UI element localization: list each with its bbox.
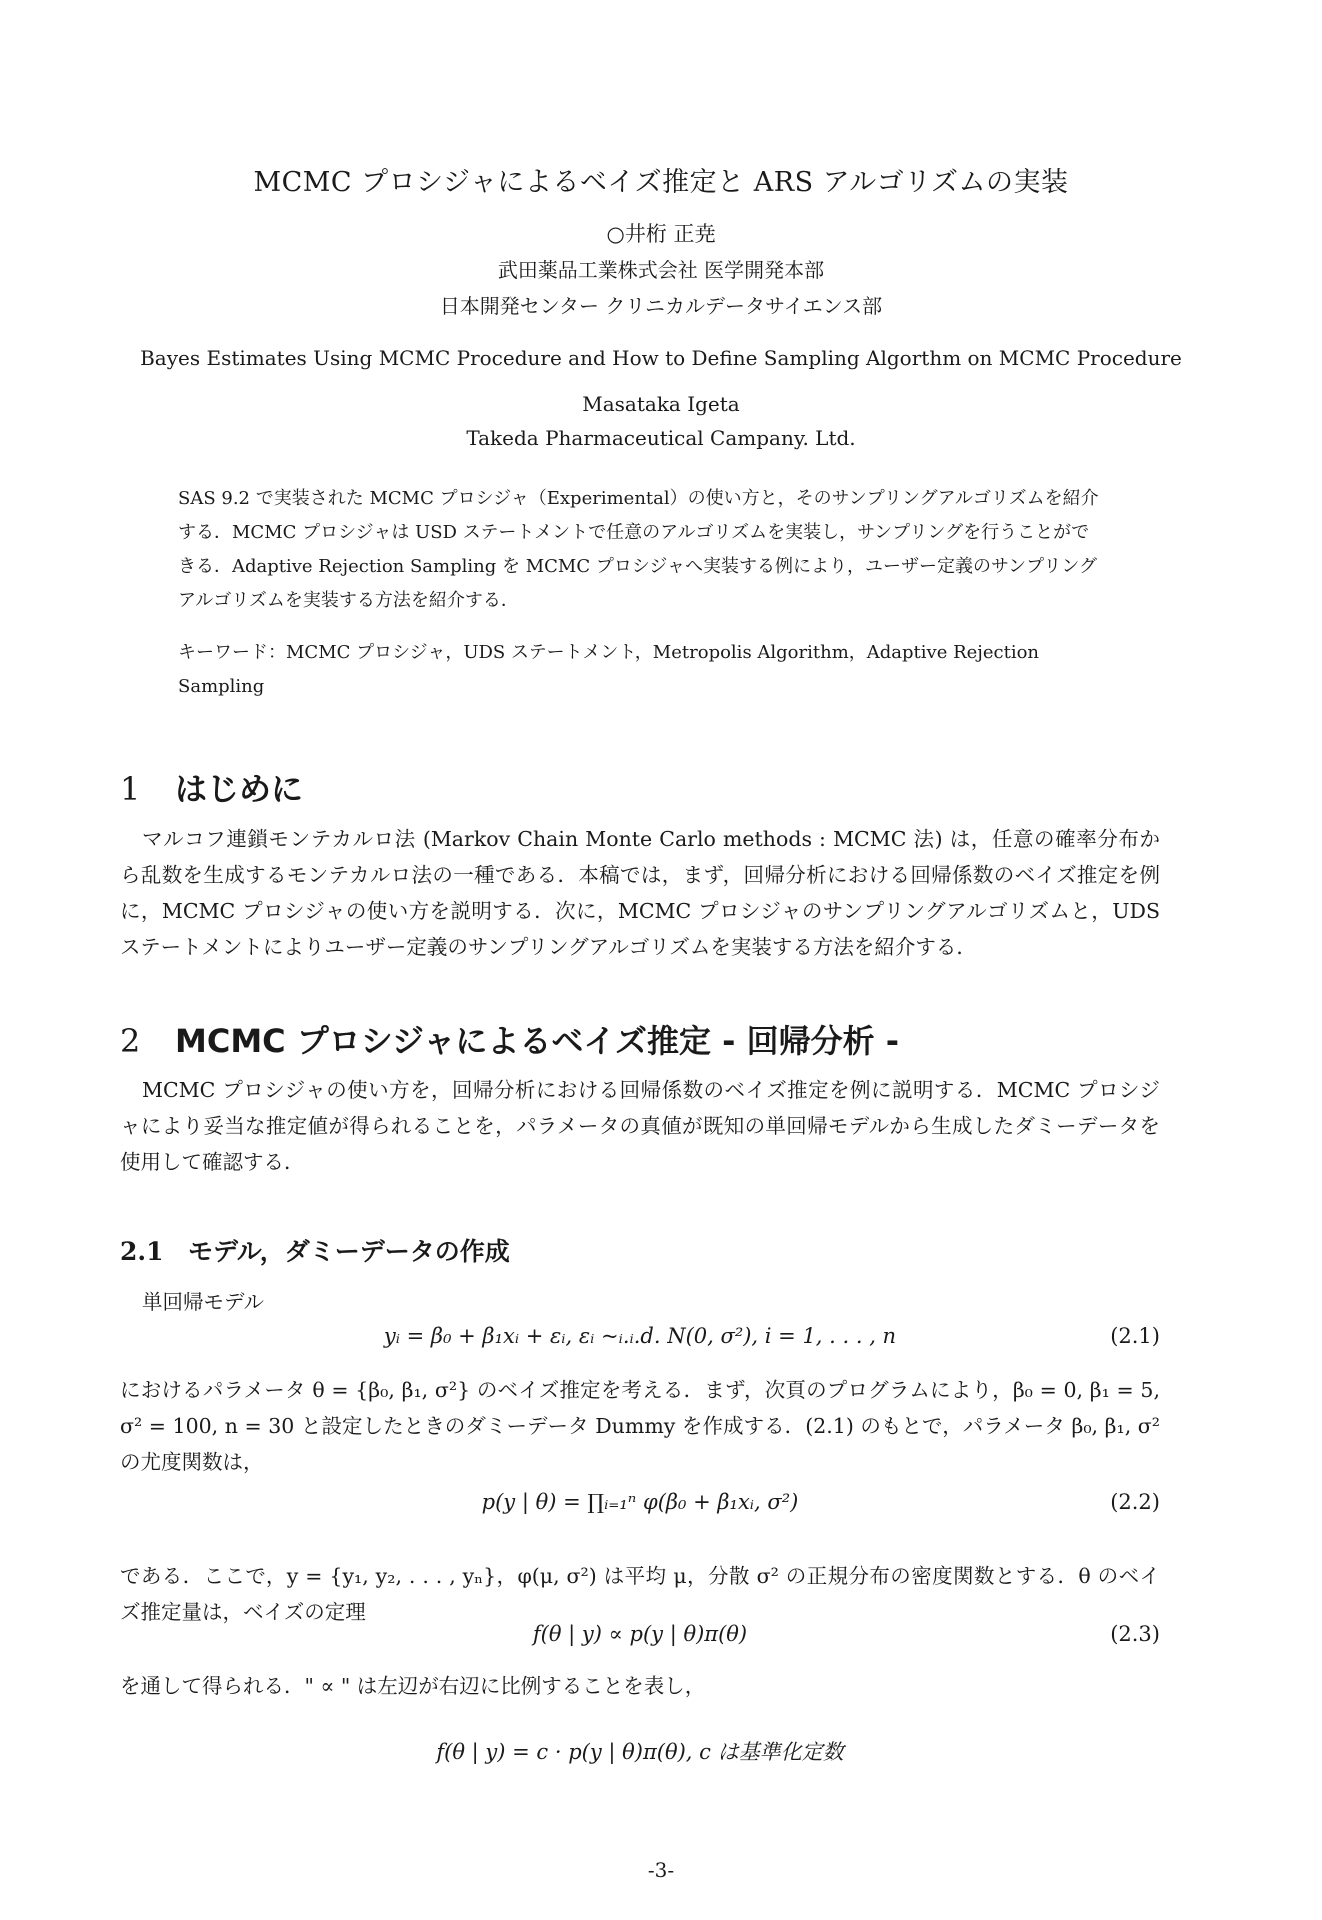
affiliation-en: Takeda Pharmaceutical Campany. Ltd. bbox=[466, 426, 856, 450]
equation-2-2 bbox=[120, 1490, 1160, 1530]
equation-2-3 bbox=[120, 1622, 1160, 1662]
model-intro: 単回帰モデル bbox=[142, 1290, 264, 1314]
section-2-body: MCMC プロシジャの使い方を，回帰分析における回帰係数のベイズ推定を例に説明する．MCMC プロシジャにより妥当な推定値が得られることを，パラメータの真値が既知の単回帰モデルから生成したダミーデータを使用して確認する． bbox=[120, 1078, 1160, 1174]
equation-body: f(θ | y) ∝ p(y | θ)π(θ) bbox=[532, 1622, 748, 1646]
section-number: 2 bbox=[120, 1022, 141, 1060]
proportional-paragraph: を通して得られる．" ∝ " は左辺が右辺に比例することを表し， bbox=[120, 1674, 706, 1698]
paper-title: MCMC プロシジャによるベイズ推定と ARS アルゴリズムの実装 bbox=[253, 167, 1069, 198]
author-name-en: Masataka Igeta bbox=[582, 392, 740, 416]
abstract: SAS 9.2 で実装された MCMC プロシジャ（Experimental）の使い方と，そのサンプリングアルゴリズムを紹介する．MCMC プロシジャは USD ステートメントで任意のアルゴリズムを実装し，サンプリングを行うことができる．Adaptive Rejection Sampling を MCMC プロシジャへ実装する例により，ユーザー定義のサンプリングアルゴリズムを実装する方法を紹介する． bbox=[178, 488, 1099, 611]
page-number: -3- bbox=[647, 1858, 675, 1882]
section-1-body: マルコフ連鎖モンテカルロ法 (Markov Chain Monte Carlo methods : MCMC 法) は，任意の確率分布から乱数を生成するモンテカルロ法の一種である．本稿では，まず，回帰分析における回帰係数のベイズ推定を例に，MCMC プロシジャの使い方を説明する．次に，MCMC プロシジャのサンプリングアルゴリズムと，UDS ステートメントによりユーザー定義のサンプリングアルゴリズムを実装する方法を紹介する． bbox=[120, 827, 1160, 959]
equation-body: f(θ | y) = c · p(y | θ)π(θ), c は基準化定数 bbox=[436, 1740, 844, 1764]
equation-number: (2.3) bbox=[1110, 1622, 1160, 1646]
subsection-2-1-heading bbox=[120, 1232, 510, 1268]
equation-normalized bbox=[120, 1736, 1160, 1776]
paper-title-en: Bayes Estimates Using MCMC Procedure and How to Define Sampling Algorthm on MCMC Procedure bbox=[140, 346, 1182, 370]
equation-number: (2.1) bbox=[1110, 1324, 1160, 1348]
section-2-heading bbox=[120, 1016, 899, 1062]
keywords: キーワード：MCMC プロシジャ，UDS ステートメント，Metropolis Algorithm，Adaptive Rejection Sampling bbox=[178, 642, 1040, 697]
section-title: MCMC プロシジャによるベイズ推定 - 回帰分析 - bbox=[175, 1022, 900, 1060]
author-name-ja: ○井桁 正尭 bbox=[606, 222, 716, 246]
subsection-title: モデル，ダミーデータの作成 bbox=[188, 1237, 510, 1266]
definition-paragraph: である．ここで，y = {y₁, y₂, . . . , yₙ}，φ(μ, σ²) は平均 μ，分散 σ² の正規分布の密度関数とする．θ のベイズ推定量は，ベイズの定理 bbox=[120, 1564, 1160, 1624]
subsection-number: 2.1 bbox=[120, 1237, 164, 1266]
parameter-paragraph: におけるパラメータ θ = {β₀, β₁, σ²} のベイズ推定を考える．まず，次頁のプログラムにより，β₀ = 0, β₁ = 5, σ² = 100, n = 30 と設定したときのダミーデータ Dummy を作成する．(2.1) のもとで，パラメータ β₀, β₁, σ² の尤度関数は， bbox=[120, 1378, 1160, 1474]
section-1-heading bbox=[120, 764, 303, 810]
affiliation-ja-2: 日本開発センター クリニカルデータサイエンス部 bbox=[439, 294, 883, 318]
equation-body: yᵢ = β₀ + β₁xᵢ + εᵢ, εᵢ ~ᵢ.ᵢ.d. N(0, σ²), i = 1, . . . , n bbox=[383, 1324, 897, 1348]
section-title: はじめに bbox=[175, 770, 304, 808]
equation-body: p(y | θ) = ∏ᵢ₌₁ⁿ φ(β₀ + β₁xᵢ, σ²) bbox=[481, 1490, 799, 1514]
equation-number: (2.2) bbox=[1110, 1490, 1160, 1514]
affiliation-ja-1: 武田薬品工業株式会社 医学開発本部 bbox=[497, 258, 825, 282]
section-number: 1 bbox=[120, 770, 141, 808]
equation-2-1 bbox=[120, 1324, 1160, 1364]
